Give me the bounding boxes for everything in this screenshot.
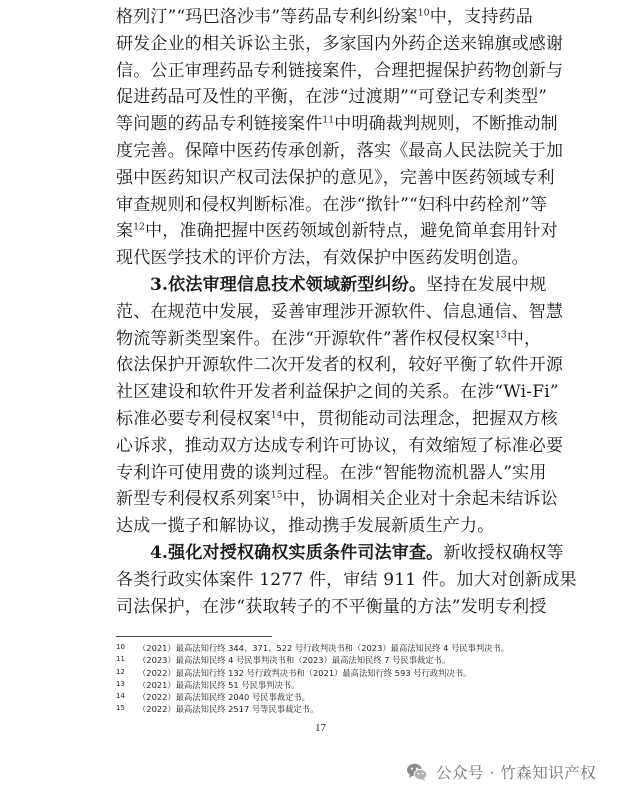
- footnote: [116, 702, 536, 714]
- text-line: [116, 406, 558, 433]
- page-number: 17: [315, 722, 326, 734]
- text-run: 各类行政实体案件 1277 件，审结 911 件。加大对创新成果: [116, 569, 577, 590]
- text-line: [116, 272, 547, 299]
- text-line: [116, 326, 542, 353]
- footnote-divider: [116, 636, 272, 637]
- text-line: [116, 513, 528, 540]
- footnotes: [116, 641, 536, 715]
- footnote: [116, 666, 536, 678]
- text-run: 中，: [506, 328, 542, 349]
- footnote-number: 11: [116, 655, 125, 664]
- footnote-number: 15: [116, 704, 125, 713]
- footnote-ref: 12: [133, 222, 146, 233]
- text-run: 现代医学技术的评价方法，有效保护中医药发明创造。: [116, 248, 529, 269]
- text-run: 专利许可使用费的谈判过程。在涉“智能物流机器人”实用: [116, 462, 547, 483]
- footnote-ref: 11: [322, 115, 335, 126]
- text-line: [116, 192, 548, 219]
- footnote-ref: 14: [270, 410, 283, 421]
- text-run: 新型专利侵权系列案: [116, 489, 271, 510]
- footnote: [116, 678, 536, 690]
- footnote-number: 10: [116, 643, 125, 651]
- watermark: [405, 757, 596, 787]
- text-run: 研发企业的相关诉讼主张，多家国内外药企送来锦旗或感谢: [116, 33, 564, 54]
- text-run: 中，支持药品: [429, 7, 533, 27]
- footnote-text: （2021）最高法知行终 344、371、522 号行政判决书和（2023）最高法知民终 4 号民事判决书。: [138, 643, 510, 653]
- text-line: [116, 540, 564, 567]
- text-run: 新收授权确权等: [443, 542, 564, 563]
- text-line: [116, 58, 564, 85]
- footnote-text: （2022）最高法知民终 2517 号等民事裁定书。: [138, 704, 319, 715]
- text-run: 达成一揽子和解协议，推动携手发展新质生产力。: [116, 516, 495, 537]
- text-run: 标准必要专利侵权案: [116, 408, 271, 429]
- footnote-ref: 15: [270, 490, 283, 501]
- text-line: [116, 460, 547, 487]
- text-run: 强中医药知识产权司法保护的意见》，完善中医药领域专利: [116, 167, 555, 188]
- text-line: [116, 299, 564, 326]
- footnote-number: 13: [116, 679, 125, 688]
- text-run: 坚持在发展中规: [426, 274, 547, 295]
- footnote: [116, 641, 536, 653]
- text-line: [116, 486, 558, 513]
- text-run: 社区建设和软件开发者利益保护之间的关系。在涉“Wi-Fi”: [116, 382, 559, 403]
- text-line: [116, 111, 558, 138]
- text-line: [116, 594, 547, 621]
- text-run: 依法保护开源软件二次开发者的权利，较好平衡了软件开源: [116, 355, 564, 376]
- text-run: 审查规则和侵权判断标准。在涉“揿针”“妇科中药栓剂”等: [116, 194, 548, 215]
- footnote-text: （2023）最高法知民终 4 号民事判决书和（2023）最高法知民终 7 号民事裁定书。: [138, 655, 451, 666]
- text-line: [116, 31, 564, 58]
- text-line: [116, 433, 564, 460]
- text-run: 信。公正审理药品专利链接案件，合理把握保护药物创新与: [116, 60, 564, 81]
- text-line: [116, 352, 564, 379]
- text-line: [116, 165, 555, 192]
- wechat-icon: [405, 760, 429, 784]
- text-run: 心诉求，推动双方达成专利许可协议，有效缩短了标准必要: [116, 435, 564, 456]
- footnote-text: （2022）最高法知民终 2040 号民事裁定书。: [138, 692, 310, 703]
- text-run: 物流等新类型案件。在涉“开源软件”著作权侵权案: [116, 328, 495, 349]
- text-run: 等问题的药品专利链接案件: [116, 114, 323, 135]
- text-line: [116, 567, 577, 594]
- text-line: [116, 4, 533, 31]
- watermark-text: 公众号 · 竹森知识产权: [436, 764, 597, 782]
- text-run: 度完善。保障中医药传承创新，落实《最高人民法院关于加: [116, 140, 564, 161]
- text-run: 格列汀”“玛巴洛沙韦”等药品专利纠纷案: [116, 7, 418, 27]
- text-line: [116, 218, 558, 245]
- text-run: 促进药品可及性的平衡，在涉“过渡期”“可登记专利类型”: [116, 87, 548, 108]
- text-run: 中，协调相关企业对十余起未结诉讼: [282, 489, 558, 510]
- text-run: 案: [116, 221, 134, 242]
- footnote-text: （2022）最高法知行终 132 号行政判决书和（2021）最高法知行终 593 号行政判决书。: [138, 667, 472, 678]
- footnote: [116, 690, 536, 702]
- footnote-text: （2021）最高法知民终 51 号民事判决书。: [138, 679, 300, 690]
- footnote: [116, 653, 536, 665]
- text-run: 司法保护，在涉“获取转子的不平衡量的方法”发明专利授: [116, 596, 547, 617]
- section-heading: 3.依法审理信息技术领域新型纠纷。: [150, 274, 427, 295]
- footnote-ref: 10: [417, 8, 430, 19]
- text-line: [116, 138, 564, 165]
- section-heading: 4.强化对授权确权实质条件司法审查。: [150, 542, 444, 563]
- footnote-ref: 13: [494, 329, 507, 340]
- text-line: [116, 245, 528, 272]
- text-line: [116, 84, 548, 111]
- body-text: [116, 4, 577, 620]
- text-line: [116, 379, 559, 406]
- footnote-number: 12: [116, 667, 125, 676]
- text-run: 中，准确把握中医药领域创新特点，避免简单套用针对: [145, 221, 558, 242]
- text-run: 范、在规范中发展，妥善审理涉开源软件、信息通信、智慧: [116, 301, 564, 322]
- footnote-number: 14: [116, 692, 125, 701]
- text-run: 中，贯彻能动司法理念，把握双方核: [282, 408, 558, 429]
- text-run: 中明确裁判规则，不断推动制: [334, 114, 558, 135]
